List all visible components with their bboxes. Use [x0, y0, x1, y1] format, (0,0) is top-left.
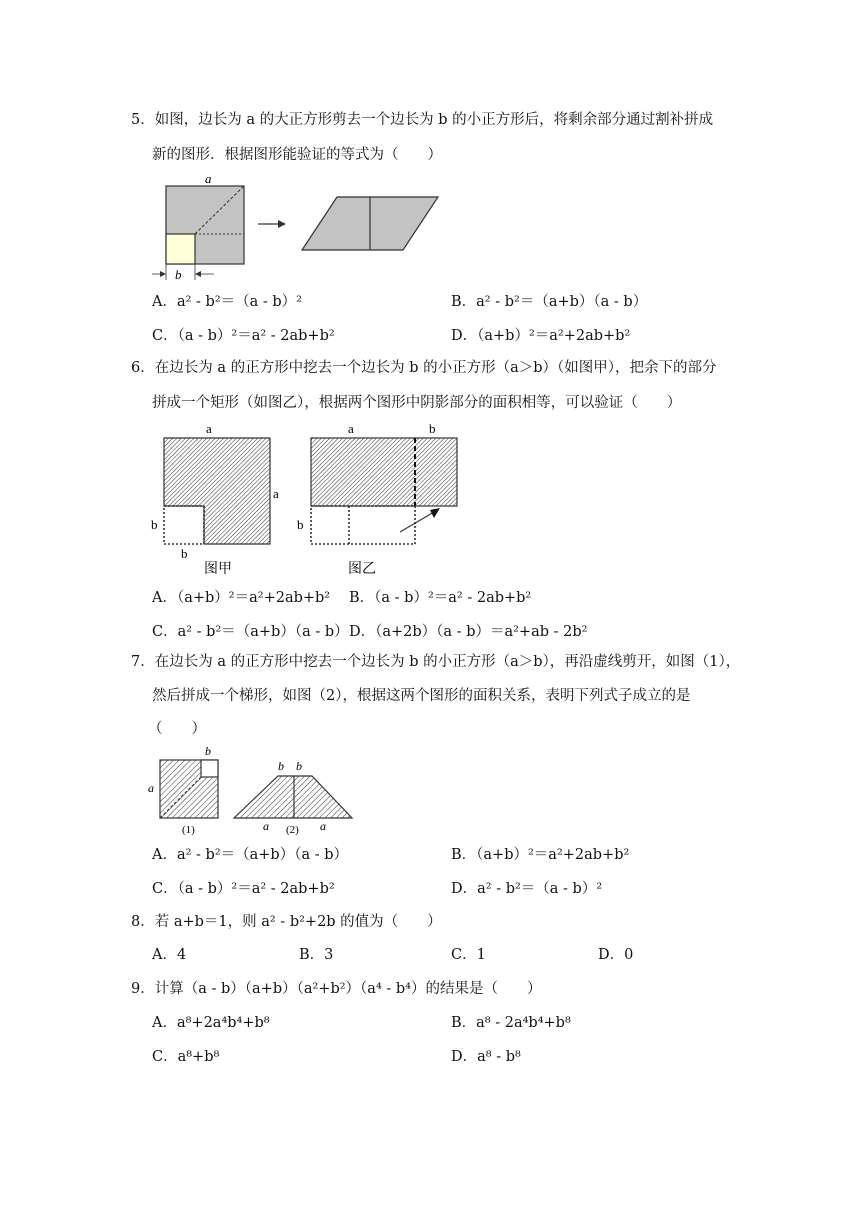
q7-fig2-trapezoid	[234, 776, 352, 818]
q6-yi-removed-region	[311, 506, 415, 544]
q5-small-square	[166, 234, 195, 264]
q8-option-b[interactable]: B．3	[299, 947, 334, 963]
q6-yi-arrow	[400, 512, 434, 532]
q6-jia-label-a-side: a	[273, 486, 279, 501]
q7-option-c[interactable]: C．（a - b）²＝a² - 2ab+b²	[152, 881, 335, 897]
q7-fig2-label-a-left: a	[263, 819, 269, 833]
q5-option-a[interactable]: A．a² - b²＝（a - b）²	[152, 294, 302, 310]
q5-option-b[interactable]: B．a² - b²＝（a+b）（a - b）	[451, 294, 648, 310]
q7-fig1-label-a: a	[148, 781, 154, 795]
q7-stem-line1: 7．在边长为 a 的正方形中挖去一个边长为 b 的小正方形（a＞b），再沿虚线剪开，如图（1），	[131, 654, 741, 670]
q5-stem-line1: 5．如图，边长为 a 的大正方形剪去一个边长为 b 的小正方形后，将剩余部分通过割补拼成	[131, 112, 714, 128]
q7-fig2-label-a-right: a	[320, 819, 326, 833]
q6-yi-label-a: a	[348, 421, 354, 436]
q6-jia-removed-square	[164, 506, 204, 544]
q9-stem: 9．计算（a - b）（a+b）（a²+b²）（a⁴ - b⁴）的结果是（ ）	[131, 981, 542, 997]
q6-jia-label-a-top: a	[206, 421, 212, 436]
q6-option-a[interactable]: A．（a+b）²＝a²+2ab+b²	[152, 590, 331, 606]
q7-figure	[146, 742, 356, 840]
q6-figure	[146, 418, 466, 580]
q7-caption-2: (2)	[286, 824, 299, 836]
q6-stem-line2: 拼成一个矩形（如图乙），根据两个图形中阴影部分的面积相等，可以验证（ ）	[152, 395, 682, 411]
q6-jia-shaded	[164, 438, 270, 544]
q6-yi-arrowhead	[430, 508, 440, 518]
q6-yi-rectangle	[311, 438, 457, 506]
q8-option-a[interactable]: A．4	[152, 947, 187, 963]
q7-option-a[interactable]: A．a² - b²＝（a+b）（a - b）	[152, 847, 349, 863]
q7-fig1-removed-square	[201, 760, 218, 777]
q7-stem-line2: 然后拼成一个梯形，如图（2），根据这两个图形的面积关系，表明下列式子成立的是	[152, 688, 691, 704]
q6-yi-label-b-top: b	[429, 421, 436, 436]
q5-figure	[148, 170, 448, 282]
q7-stem-line3: （ ）	[148, 721, 206, 737]
q8-stem: 8．若 a+b＝1，则 a² - b²+2b 的值为（ ）	[131, 914, 442, 930]
q6-option-b[interactable]: B．（a - b）²＝a² - 2ab+b²	[349, 590, 532, 606]
q5-label-a: a	[205, 171, 212, 186]
q8-option-c[interactable]: C．1	[451, 947, 486, 963]
q6-option-c[interactable]: C．a² - b²＝（a+b）（a - b）	[152, 624, 349, 640]
q5-option-c[interactable]: C．（a - b）²＝a² - 2ab+b²	[152, 328, 335, 344]
q5-option-d[interactable]: D．（a+b）²＝a²+2ab+b²	[451, 328, 631, 344]
q7-option-b[interactable]: B．（a+b）²＝a²+2ab+b²	[451, 847, 630, 863]
q5-dim-arrowhead-left	[160, 271, 166, 277]
q5-stem-line2: 新的图形．根据图形能验证的等式为（ ）	[152, 147, 442, 163]
q7-caption-1: (1)	[182, 824, 195, 836]
q9-option-c[interactable]: C．a⁸+b⁸	[152, 1049, 220, 1065]
q6-caption-jia: 图甲	[204, 562, 232, 577]
q6-option-d[interactable]: D．（a+2b）（a - b）＝a²+ab - 2b²	[349, 624, 588, 640]
q6-caption-yi: 图乙	[348, 562, 376, 577]
q7-fig2-label-b-right: b	[296, 759, 302, 773]
q9-option-a[interactable]: A．a⁸+2a⁴b⁴+b⁸	[152, 1015, 270, 1031]
q6-stem-line1: 6．在边长为 a 的正方形中挖去一个边长为 b 的小正方形（a＞b）（如图甲），把余下的部分	[131, 360, 717, 376]
q7-option-d[interactable]: D．a² - b²＝（a - b）²	[451, 881, 603, 897]
q6-jia-label-b-bottom: b	[181, 546, 188, 561]
q5-transform-arrowhead	[278, 220, 286, 228]
q5-dim-arrowhead-right	[195, 271, 201, 277]
q5-label-b: b	[175, 267, 182, 282]
q7-fig1-label-b: b	[205, 744, 211, 758]
q6-jia-label-b-side: b	[151, 517, 158, 532]
q8-option-d[interactable]: D．0	[598, 947, 634, 963]
q9-option-d[interactable]: D．a⁸ - b⁸	[451, 1049, 521, 1065]
q7-fig2-label-b-left: b	[278, 759, 284, 773]
q9-option-b[interactable]: B．a⁸ - 2a⁴b⁴+b⁸	[451, 1015, 571, 1031]
q6-yi-label-b-side: b	[297, 517, 304, 532]
